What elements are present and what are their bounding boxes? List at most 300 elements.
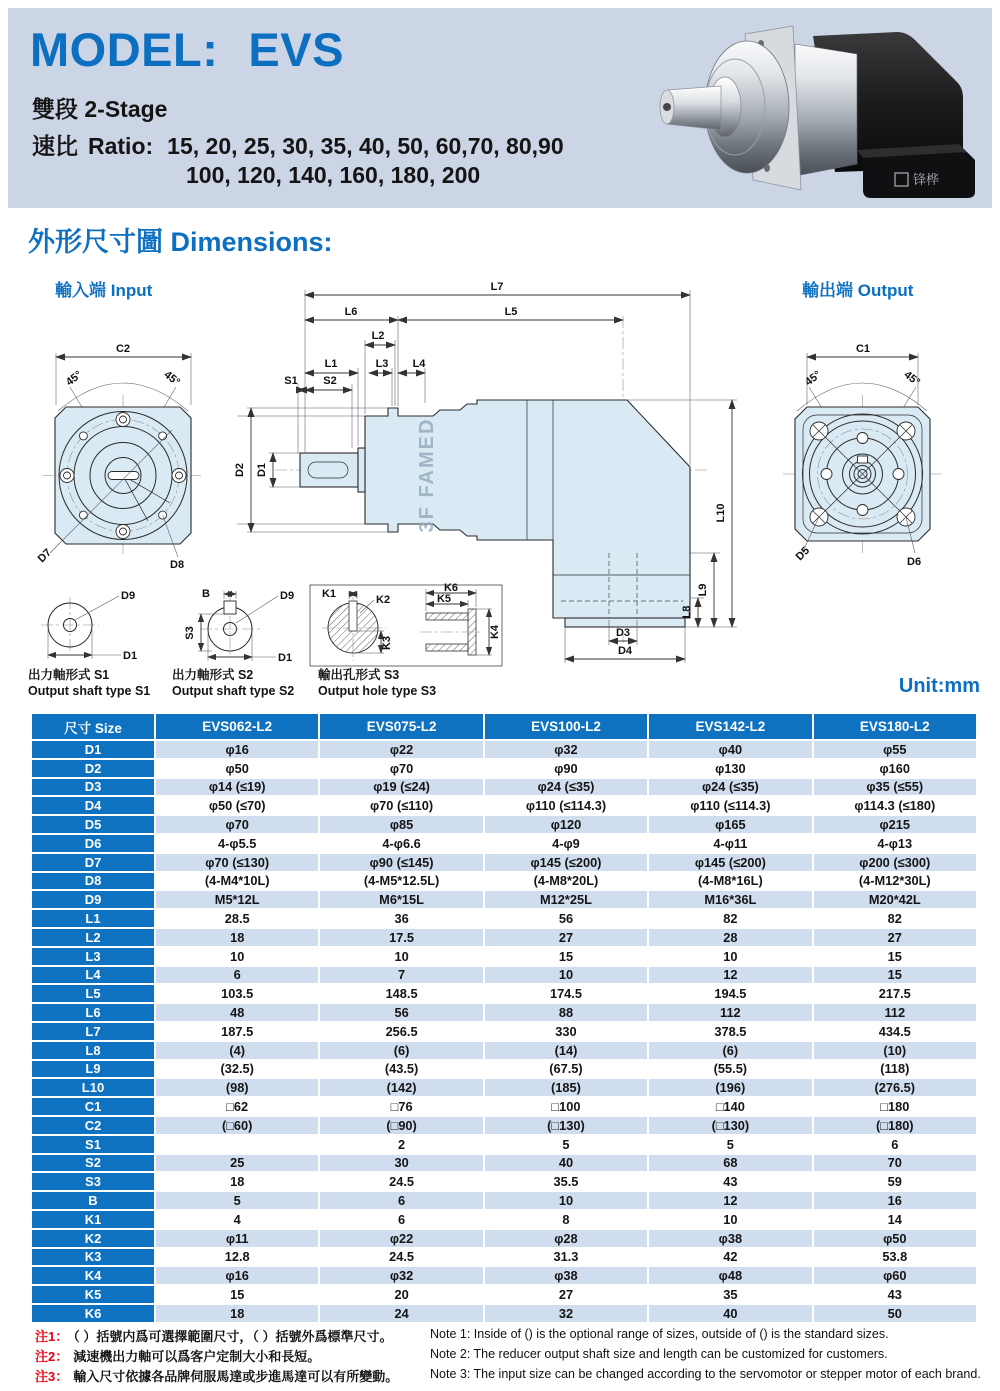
spec-value-cell: φ16 — [156, 1267, 318, 1284]
table-row — [32, 1098, 976, 1115]
note-text-cn: 輸入尺寸依據各品牌伺服馬達或步進馬達可以有所變動。 — [73, 1369, 399, 1384]
table-row — [32, 1249, 976, 1266]
dim-label-angle-left: 45° — [802, 368, 824, 389]
spec-value-cell: 10 — [320, 948, 482, 965]
note-label: 注3： — [35, 1369, 69, 1384]
watermark-text: 3F FAMED — [416, 417, 438, 533]
spec-value-cell: 68 — [649, 1155, 811, 1172]
column-header-model: EVS075-L2 — [320, 714, 482, 739]
table-row — [32, 967, 976, 984]
spec-value-cell: φ38 — [649, 1230, 811, 1247]
shaft-collar — [358, 448, 365, 492]
spec-value-cell: 15 — [485, 948, 647, 965]
spec-value-cell: 18 — [156, 929, 318, 946]
spec-value-cell: 15 — [814, 948, 976, 965]
spec-value-cell: 187.5 — [156, 1023, 318, 1040]
column-header-model: EVS062-L2 — [156, 714, 318, 739]
column-header-model: EVS142-L2 — [649, 714, 811, 739]
spec-value-cell: φ200 (≤300) — [814, 854, 976, 871]
spec-value-cell: φ24 (≤35) — [649, 779, 811, 796]
spec-value-cell: φ28 — [485, 1230, 647, 1247]
table-row — [32, 1061, 976, 1078]
gearbox-shaft — [667, 86, 721, 130]
spec-value-cell: φ70 — [320, 760, 482, 777]
spec-value-cell — [156, 1136, 318, 1153]
spec-value-cell: (67.5) — [485, 1061, 647, 1078]
spec-value-cell: 27 — [485, 1286, 647, 1303]
hole-type-s3-drawing — [308, 583, 508, 668]
spec-value-cell: 18 — [156, 1173, 318, 1190]
table-row — [32, 1230, 976, 1247]
ratio-label-en: Ratio: — [88, 133, 154, 159]
gearbox-cylinder — [795, 44, 857, 176]
spec-value-cell: 53.8 — [814, 1249, 976, 1266]
spec-value-cell: (276.5) — [814, 1079, 976, 1096]
table-row — [32, 1155, 976, 1172]
spec-value-cell: (14) — [485, 1042, 647, 1059]
spec-value-cell: 2 — [320, 1136, 482, 1153]
spec-value-cell: 43 — [814, 1286, 976, 1303]
dim-label-d2: D2 — [234, 462, 246, 478]
spec-value-cell: □140 — [649, 1098, 811, 1115]
spec-value-cell: (196) — [649, 1079, 811, 1096]
spec-value-cell: 10 — [649, 1211, 811, 1228]
spec-value-cell: 174.5 — [485, 985, 647, 1002]
table-row — [32, 1023, 976, 1040]
row-label: D7 — [32, 854, 154, 871]
column-header-model: EVS100-L2 — [485, 714, 647, 739]
spec-value-cell: (118) — [814, 1061, 976, 1078]
dim-label-l2: L2 — [371, 330, 385, 342]
table-row — [32, 1173, 976, 1190]
spec-value-cell: φ14 (≤19) — [156, 779, 318, 796]
row-label: C2 — [32, 1117, 154, 1134]
spec-value-cell: 28.5 — [156, 910, 318, 927]
spec-value-cell: φ70 (≤130) — [156, 854, 318, 871]
table-row — [32, 1192, 976, 1209]
spec-value-cell: 40 — [485, 1155, 647, 1172]
page-title — [30, 22, 344, 77]
spec-value-cell: 10 — [485, 1192, 647, 1209]
caption-s1-cn: 出力軸形式 S1 — [28, 668, 110, 682]
spec-value-cell: (32.5) — [156, 1061, 318, 1078]
spec-value-cell: φ215 — [814, 816, 976, 833]
spec-value-cell: 10 — [485, 967, 647, 984]
note-row — [35, 1346, 985, 1366]
table-row — [32, 948, 976, 965]
ratio-label-cn: 速比 — [32, 133, 78, 159]
input-shaft — [300, 453, 358, 487]
row-label: S3 — [32, 1173, 154, 1190]
dim-label-d7: D7 — [35, 546, 55, 566]
caption-s2-cn: 出力軸形式 S2 — [172, 668, 254, 682]
spec-value-cell: 112 — [814, 1004, 976, 1021]
table-row — [32, 1004, 976, 1021]
note-text-cn: （ ）括號内爲可選擇範圍尺寸，（ ）括號外爲標準尺寸。 — [73, 1329, 393, 1344]
spec-value-cell: 6 — [156, 967, 318, 984]
table-row — [32, 1267, 976, 1284]
spec-value-cell: φ60 — [814, 1267, 976, 1284]
dim-label-l9: L9 — [697, 583, 709, 597]
dim-label-angle-right: 45° — [901, 368, 923, 389]
spec-value-cell: 10 — [649, 948, 811, 965]
spec-value-cell: 27 — [814, 929, 976, 946]
spec-value-cell: φ22 — [320, 1230, 482, 1247]
spec-value-cell: 56 — [320, 1004, 482, 1021]
caption-s2-en: Output shaft type S2 — [172, 683, 295, 698]
spec-value-cell: 82 — [814, 910, 976, 927]
spec-value-cell: 112 — [649, 1004, 811, 1021]
shaft-hole — [663, 103, 671, 111]
dim-label-l1: L1 — [324, 358, 338, 370]
spec-value-cell: 42 — [649, 1249, 811, 1266]
caption-s2 — [172, 668, 294, 699]
table-row — [32, 1211, 976, 1228]
row-label: K2 — [32, 1230, 154, 1247]
spec-value-cell: 103.5 — [156, 985, 318, 1002]
shaft-type-s2-drawing — [170, 583, 320, 668]
spec-value-cell: 16 — [814, 1192, 976, 1209]
spec-value-cell: φ35 (≤55) — [814, 779, 976, 796]
spec-value-cell: M12*25L — [485, 891, 647, 908]
spec-value-cell: (□60) — [156, 1117, 318, 1134]
dim-label-s3: S3 — [184, 626, 196, 640]
spec-value-cell: 24.5 — [320, 1249, 482, 1266]
spec-value-cell: φ85 — [320, 816, 482, 833]
spec-value-cell: (4-M8*20L) — [485, 873, 647, 890]
table-row — [32, 873, 976, 890]
row-label: D6 — [32, 835, 154, 852]
spec-value-cell: 24 — [320, 1305, 482, 1322]
table-row — [32, 797, 976, 814]
page-title-label: MODEL: — [30, 23, 219, 76]
dim-label-d9: D9 — [280, 590, 295, 602]
spec-value-cell: M5*12L — [156, 891, 318, 908]
spec-value-cell: 330 — [485, 1023, 647, 1040]
column-header-model: EVS180-L2 — [814, 714, 976, 739]
row-label: L4 — [32, 967, 154, 984]
dim-label-l8: L8 — [681, 605, 693, 619]
spec-value-cell: φ120 — [485, 816, 647, 833]
spec-value-cell: 12.8 — [156, 1249, 318, 1266]
table-row — [32, 854, 976, 871]
spec-value-cell: φ50 — [156, 760, 318, 777]
row-label: D2 — [32, 760, 154, 777]
brand-logo-text: 锋桦 — [913, 172, 940, 187]
dim-label-l3: L3 — [375, 358, 389, 370]
spec-value-cell: φ145 (≤200) — [485, 854, 647, 871]
row-label: L5 — [32, 985, 154, 1002]
spec-value-cell: φ55 — [814, 741, 976, 758]
spec-value-cell: □100 — [485, 1098, 647, 1115]
caption-s1 — [28, 668, 150, 699]
spec-value-cell: (6) — [320, 1042, 482, 1059]
spec-value-cell: 35 — [649, 1286, 811, 1303]
spec-value-cell: 82 — [649, 910, 811, 927]
spec-value-cell: 59 — [814, 1173, 976, 1190]
input-view-drawing — [20, 335, 255, 580]
spec-value-cell: 194.5 — [649, 985, 811, 1002]
spec-value-cell: φ32 — [485, 741, 647, 758]
row-label: L9 — [32, 1061, 154, 1078]
spec-value-cell: φ40 — [649, 741, 811, 758]
note-row — [35, 1366, 985, 1386]
row-label: K3 — [32, 1249, 154, 1266]
table-row — [32, 760, 976, 777]
table-row — [32, 816, 976, 833]
column-header-size: 尺寸 Size — [32, 714, 154, 739]
spec-value-cell: φ90 — [485, 760, 647, 777]
section-title-dimensions: 外形尺寸圖 Dimensions: — [28, 227, 333, 257]
ratio-values-line1: 15, 20, 25, 30, 35, 40, 50, 60,70, 80,90 — [167, 133, 564, 159]
spec-value-cell: 434.5 — [814, 1023, 976, 1040]
spec-value-cell: (6) — [649, 1042, 811, 1059]
spec-value-cell: 12 — [649, 967, 811, 984]
dim-label-s1: S1 — [284, 375, 298, 387]
spec-value-cell: φ110 (≤114.3) — [485, 797, 647, 814]
row-label: L2 — [32, 929, 154, 946]
row-label: L3 — [32, 948, 154, 965]
row-label: S1 — [32, 1136, 154, 1153]
row-label: L7 — [32, 1023, 154, 1040]
spec-value-cell: M20*42L — [814, 891, 976, 908]
spec-value-cell: φ90 (≤145) — [320, 854, 482, 871]
spec-value-cell: φ50 — [814, 1230, 976, 1247]
spec-value-cell: φ22 — [320, 741, 482, 758]
spec-value-cell: 35.5 — [485, 1173, 647, 1190]
dim-label-l7: L7 — [490, 281, 504, 293]
spec-value-cell: (185) — [485, 1079, 647, 1096]
spec-value-cell: φ19 (≤24) — [320, 779, 482, 796]
dim-label-l10: L10 — [715, 503, 727, 523]
dim-label-angle-left: 45° — [63, 368, 85, 389]
spec-value-cell: 43 — [649, 1173, 811, 1190]
spec-value-cell: 20 — [320, 1286, 482, 1303]
spec-value-cell: (□130) — [649, 1117, 811, 1134]
spec-value-cell: φ70 — [156, 816, 318, 833]
spec-value-cell: 14 — [814, 1211, 976, 1228]
spec-value-cell: φ160 — [814, 760, 976, 777]
stage-line — [32, 91, 167, 124]
row-label: D9 — [32, 891, 154, 908]
spec-value-cell: (10) — [814, 1042, 976, 1059]
spec-value-cell: φ32 — [320, 1267, 482, 1284]
page-title-model: EVS — [248, 23, 344, 76]
table-row — [32, 835, 976, 852]
dim-label-d1: D1 — [278, 652, 293, 664]
dim-label-c2: C2 — [115, 343, 131, 355]
table-row — [32, 1079, 976, 1096]
spec-value-cell: φ114.3 (≤180) — [814, 797, 976, 814]
spec-value-cell: φ38 — [485, 1267, 647, 1284]
spec-table — [30, 712, 978, 1324]
spec-value-cell: 6 — [814, 1136, 976, 1153]
dim-label-s2: S2 — [323, 375, 337, 387]
dim-label-angle-right: 45° — [161, 368, 183, 389]
spec-value-cell: M16*36L — [649, 891, 811, 908]
row-label: D5 — [32, 816, 154, 833]
note-text-en: Note 1: Inside of () is the optional range of sizes, outside of () is the standard sizes. — [430, 1327, 889, 1341]
spec-value-cell: 4 — [156, 1211, 318, 1228]
spec-value-cell: 15 — [814, 967, 976, 984]
spec-value-cell: 4-φ5.5 — [156, 835, 318, 852]
table-row — [32, 985, 976, 1002]
row-label: D1 — [32, 741, 154, 758]
spec-value-cell: 4-φ9 — [485, 835, 647, 852]
caption-s3-cn: 輸出孔形式 S3 — [318, 668, 400, 682]
spec-value-cell: 4-φ13 — [814, 835, 976, 852]
row-label: B — [32, 1192, 154, 1209]
table-row — [32, 891, 976, 908]
spec-value-cell: 28 — [649, 929, 811, 946]
note-label: 注1： — [35, 1329, 69, 1344]
spec-value-cell: 25 — [156, 1155, 318, 1172]
row-label: L1 — [32, 910, 154, 927]
spec-value-cell: (□90) — [320, 1117, 482, 1134]
dim-label-l4: L4 — [412, 358, 426, 370]
spec-value-cell: (4-M4*10L) — [156, 873, 318, 890]
spec-value-cell: φ130 — [649, 760, 811, 777]
note-label: 注2： — [35, 1349, 69, 1364]
notes — [35, 1326, 985, 1386]
spec-value-cell: φ165 — [649, 816, 811, 833]
dim-label-d1: D1 — [256, 462, 268, 478]
row-label: K6 — [32, 1305, 154, 1322]
ratio-values-line2: 100, 120, 140, 160, 180, 200 — [186, 162, 481, 188]
table-row — [32, 1286, 976, 1303]
output-view-drawing — [755, 335, 990, 580]
row-label: K4 — [32, 1267, 154, 1284]
spec-value-cell: 7 — [320, 967, 482, 984]
output-end-label: 輸出端 Output — [802, 281, 914, 300]
spec-value-cell: 8 — [485, 1211, 647, 1228]
ratio-line — [32, 128, 564, 161]
input-end-label: 輸入端 Input — [55, 281, 153, 300]
dim-label-d3: D3 — [615, 627, 631, 639]
spec-value-cell: (4) — [156, 1042, 318, 1059]
stage-en: 2-Stage — [84, 96, 168, 122]
spec-value-cell: 378.5 — [649, 1023, 811, 1040]
spec-value-cell: 32 — [485, 1305, 647, 1322]
dim-label-d1: D1 — [123, 650, 138, 662]
table-row — [32, 1305, 976, 1322]
spec-value-cell: 70 — [814, 1155, 976, 1172]
spec-value-cell: (43.5) — [320, 1061, 482, 1078]
spec-value-cell: (4-M12*30L) — [814, 873, 976, 890]
spec-value-cell: (98) — [156, 1079, 318, 1096]
spec-value-cell: φ16 — [156, 741, 318, 758]
spec-value-cell: 256.5 — [320, 1023, 482, 1040]
table-row — [32, 910, 976, 927]
spec-value-cell: □62 — [156, 1098, 318, 1115]
row-label: L6 — [32, 1004, 154, 1021]
table-row — [32, 1136, 976, 1153]
spec-value-cell: φ50 (≤70) — [156, 797, 318, 814]
row-label: D4 — [32, 797, 154, 814]
spec-value-cell: 24.5 — [320, 1173, 482, 1190]
dim-label-c1: C1 — [855, 343, 871, 355]
spec-value-cell: φ110 (≤114.3) — [649, 797, 811, 814]
spec-value-cell: 5 — [156, 1192, 318, 1209]
unit-label: Unit:mm — [898, 675, 980, 697]
product-photo — [645, 10, 990, 202]
spec-value-cell: 18 — [156, 1305, 318, 1322]
spec-value-cell: φ70 (≤110) — [320, 797, 482, 814]
note-row — [35, 1326, 985, 1346]
dim-label-d5: D5 — [793, 544, 813, 564]
dim-label-k2: K2 — [376, 594, 391, 606]
dim-label-b: B — [202, 588, 210, 600]
spec-value-cell: 56 — [485, 910, 647, 927]
table-row — [32, 1117, 976, 1134]
spec-value-cell: 15 — [156, 1286, 318, 1303]
row-label: L10 — [32, 1079, 154, 1096]
spec-value-cell: φ24 (≤35) — [485, 779, 647, 796]
note-text-en: Note 2: The reducer output shaft size and length can be customized for customers. — [430, 1347, 888, 1361]
dim-label-k3: K3 — [381, 635, 393, 651]
dim-label-k4: K4 — [489, 624, 501, 640]
table-row — [32, 929, 976, 946]
row-label: D3 — [32, 779, 154, 796]
spec-value-cell: φ145 (≤200) — [649, 854, 811, 871]
spec-value-cell: 30 — [320, 1155, 482, 1172]
row-label: D8 — [32, 873, 154, 890]
spec-value-cell: φ11 — [156, 1230, 318, 1247]
spec-value-cell: 217.5 — [814, 985, 976, 1002]
spec-value-cell: 6 — [320, 1192, 482, 1209]
note-text-cn: 減速機出力軸可以爲客户定制大小和長短。 — [73, 1349, 321, 1364]
spec-value-cell: □76 — [320, 1098, 482, 1115]
spec-value-cell: 5 — [649, 1136, 811, 1153]
dim-label-k1: K1 — [321, 588, 336, 600]
spec-value-cell: 88 — [485, 1004, 647, 1021]
spec-value-cell: φ48 — [649, 1267, 811, 1284]
spec-value-cell: 36 — [320, 910, 482, 927]
spec-value-cell: 5 — [485, 1136, 647, 1153]
row-label: S2 — [32, 1155, 154, 1172]
spec-value-cell: 6 — [320, 1211, 482, 1228]
spec-value-cell: 50 — [814, 1305, 976, 1322]
spec-value-cell: (142) — [320, 1079, 482, 1096]
header-banner — [8, 8, 992, 208]
note-text-en: Note 3: The input size can be changed according to the servomotor or stepper motor of each brand. — [430, 1367, 981, 1381]
spec-value-cell: 31.3 — [485, 1249, 647, 1266]
base-plate — [565, 618, 685, 627]
shaft-type-s1-drawing — [25, 583, 175, 668]
spec-value-cell: (4-M8*16L) — [649, 873, 811, 890]
spec-value-cell: (4-M5*12.5L) — [320, 873, 482, 890]
spec-value-cell: 4-φ6.6 — [320, 835, 482, 852]
spec-value-cell: (□180) — [814, 1117, 976, 1134]
row-label: L8 — [32, 1042, 154, 1059]
table-row — [32, 779, 976, 796]
row-label: K5 — [32, 1286, 154, 1303]
dim-label-d4: D4 — [617, 645, 633, 657]
dim-label-d6: D6 — [907, 556, 922, 568]
spec-value-cell: 40 — [649, 1305, 811, 1322]
dim-label-d8: D8 — [170, 559, 185, 571]
caption-s3 — [318, 668, 436, 699]
dim-label-k5: K5 — [436, 593, 452, 605]
spec-value-cell: (□130) — [485, 1117, 647, 1134]
spec-value-cell: 17.5 — [320, 929, 482, 946]
caption-s1-en: Output shaft type S1 — [28, 683, 151, 698]
dim-label-l6: L6 — [344, 306, 358, 318]
spec-value-cell: 12 — [649, 1192, 811, 1209]
spec-value-cell: M6*15L — [320, 891, 482, 908]
row-label: C1 — [32, 1098, 154, 1115]
dim-label-k6: K6 — [443, 582, 459, 594]
